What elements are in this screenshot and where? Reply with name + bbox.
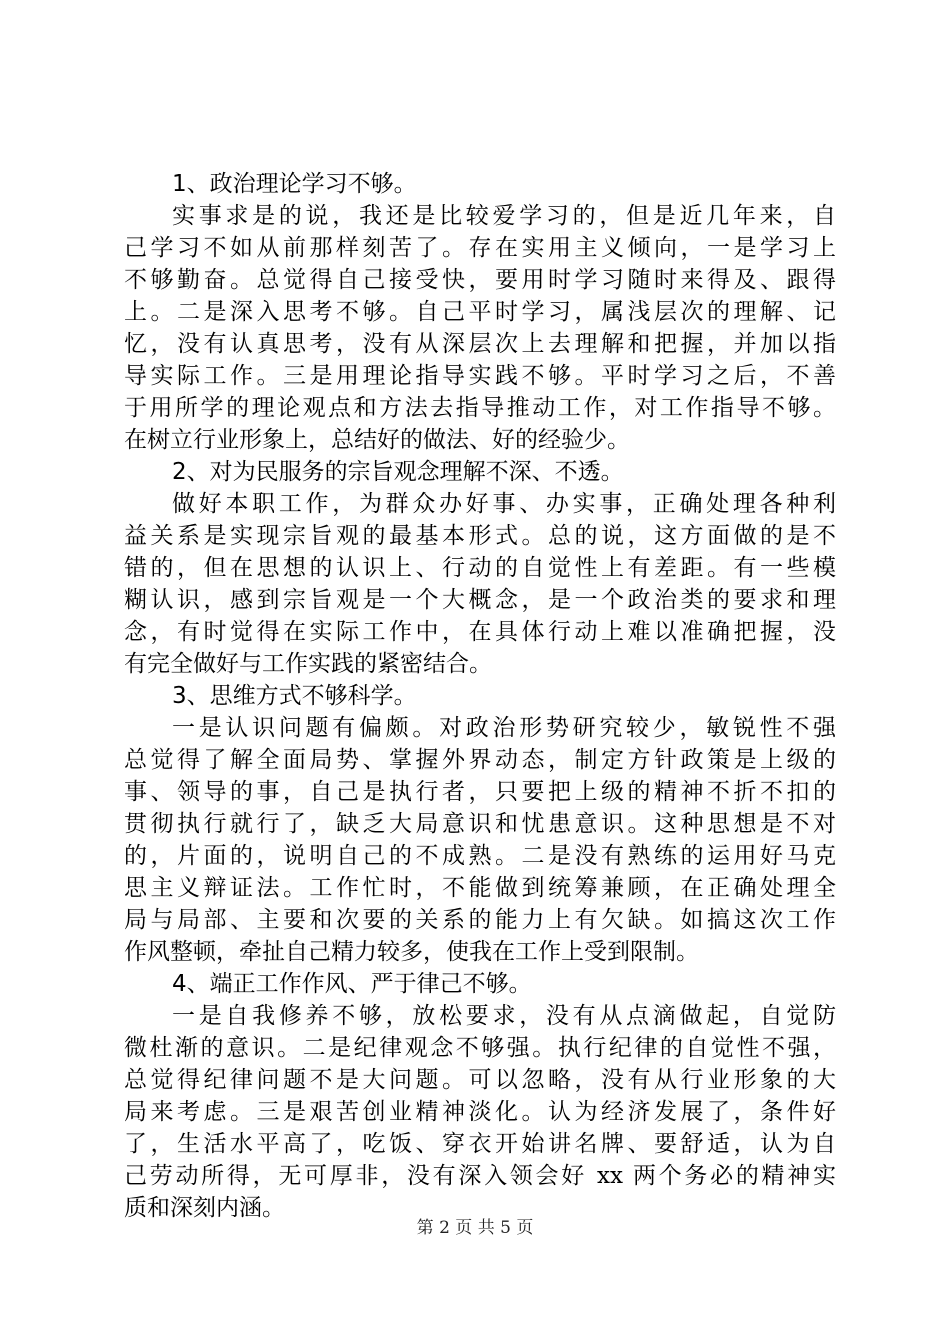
- paragraph-line: 念，有时觉得在实际工作中，在具体行动上难以准确把握，没: [124, 619, 836, 645]
- paragraph-line: 于用所学的理论观点和方法去指导推动工作，对工作指导不够。: [124, 395, 836, 421]
- paragraph-line: 总觉得纪律问题不是大问题。可以忽略，没有从行业形象的大: [124, 1067, 836, 1093]
- paragraph-line: 一是认识问题有偏颇。对政治形势研究较少，敏锐性不强: [172, 715, 836, 741]
- section-heading: 4、端正工作作风、严于律己不够。: [172, 971, 532, 997]
- paragraph-line: 局来考虑。三是艰苦创业精神淡化。认为经济发展了，条件好: [124, 1099, 836, 1125]
- paragraph-line: 导实际工作。三是用理论指导实践不够。平时学习之后，不善: [124, 363, 836, 389]
- section-3: [124, 680, 836, 968]
- section-paragraph: [124, 488, 836, 680]
- section-2: [124, 456, 836, 680]
- paragraph-line: 不够勤奋。总觉得自己接受快，要用时学习随时来得及、跟得: [124, 267, 836, 293]
- paragraph-line: 上。二是深入思考不够。自己平时学习，属浅层次的理解、记: [124, 299, 836, 325]
- paragraph-line: 贯彻执行就行了，缺乏大局意识和忧患意识。这种思想是不对: [124, 811, 836, 837]
- paragraph-line: 了，生活水平高了，吃饭、穿衣开始讲名牌、要舒适，认为自: [124, 1131, 836, 1157]
- paragraph-line: 事、领导的事，自己是执行者，只要把上级的精神不折不扣的: [124, 779, 836, 805]
- section-heading: 1、政治理论学习不够。: [172, 171, 417, 197]
- paragraph-line: 一是自我修养不够，放松要求，没有从点滴做起，自觉防: [172, 1003, 836, 1029]
- paragraph-line: 作风整顿，牵扯自己精力较多，使我在工作上受到限制。: [124, 939, 699, 965]
- paragraph-line: 思主义辩证法。工作忙时，不能做到统筹兼顾，在正确处理全: [124, 875, 836, 901]
- paragraph-line: 糊认识，感到宗旨观是一个大概念，是一个政治类的要求和理: [124, 587, 836, 613]
- paragraph-line: 在树立行业形象上，总结好的做法、好的经验少。: [124, 427, 630, 453]
- section-paragraph: [124, 1000, 836, 1224]
- paragraph-line: 错的，但在思想的认识上、行动的自觉性上有差距。有一些模: [124, 555, 836, 581]
- paragraph-line: 实事求是的说，我还是比较爱学习的，但是近几年来，自: [172, 203, 836, 229]
- page-number-footer: 第 2 页 共 5 页: [416, 1218, 534, 1238]
- section-paragraph: [124, 712, 836, 968]
- paragraph-line: 做好本职工作，为群众办好事、办实事，正确处理各种利: [172, 491, 836, 517]
- document-body: [124, 168, 836, 1224]
- section-paragraph: [124, 200, 836, 456]
- paragraph-line: 总觉得了解全面局势、掌握外界动态，制定方针政策是上级的: [124, 747, 836, 773]
- paragraph-line: 己学习不如从前那样刻苦了。存在实用主义倾向，一是学习上: [124, 235, 836, 261]
- paragraph-line: 有完全做好与工作实践的紧密结合。: [124, 651, 492, 677]
- section-heading: 2、对为民服务的宗旨观念理解不深、不透。: [172, 459, 624, 485]
- paragraph-line: 微杜渐的意识。二是纪律观念不够强。执行纪律的自觉性不强，: [124, 1035, 836, 1061]
- section-1: [124, 168, 836, 456]
- paragraph-line: 益关系是实现宗旨观的最基本形式。总的说，这方面做的是不: [124, 523, 836, 549]
- paragraph-line: 质和深刻内涵。: [124, 1195, 285, 1221]
- paragraph-line: 忆，没有认真思考，没有从深层次上去理解和把握，并加以指: [124, 331, 836, 357]
- section-heading: 3、思维方式不够科学。: [172, 683, 417, 709]
- paragraph-line: 局与局部、主要和次要的关系的能力上有欠缺。如搞这次工作: [124, 907, 836, 933]
- paragraph-line: 的，片面的，说明自己的不成熟。二是没有熟练的运用好马克: [124, 843, 836, 869]
- section-4: [124, 968, 836, 1224]
- paragraph-line: 己劳动所得，无可厚非，没有深入领会好 xx 两个务必的精神实: [124, 1163, 836, 1189]
